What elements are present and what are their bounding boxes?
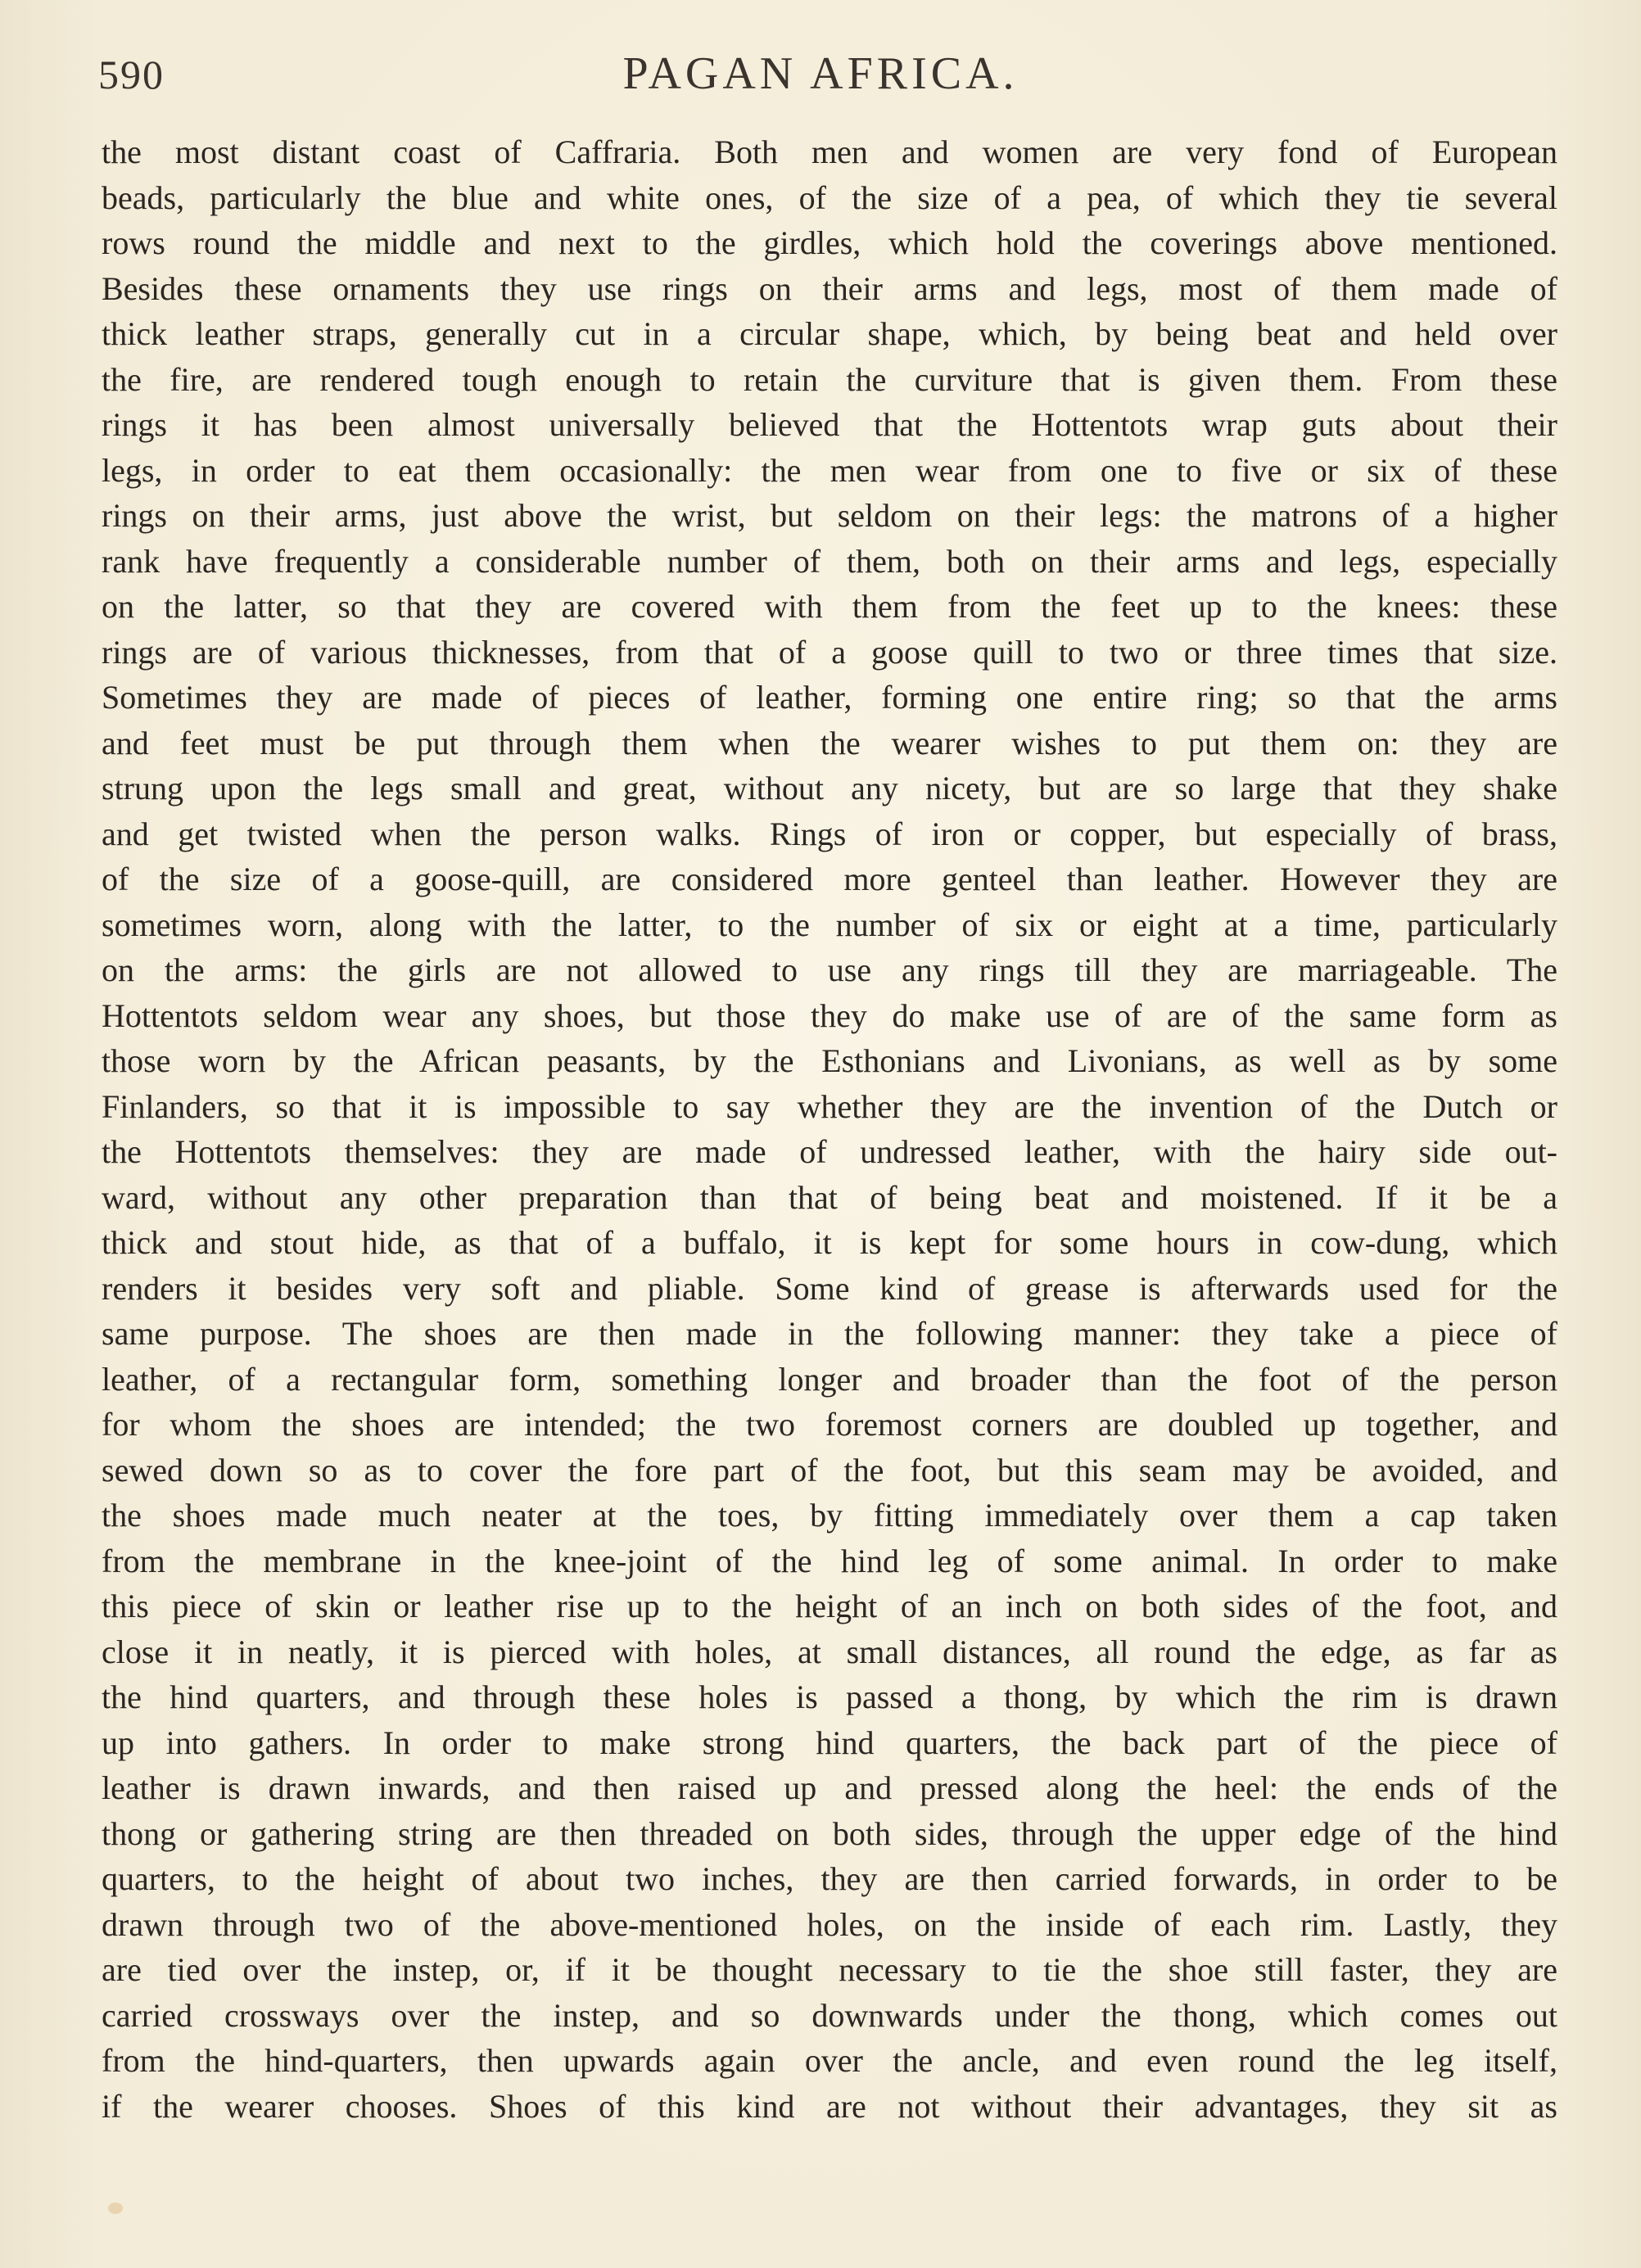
text-line: the shoes made much neater at the toes, by fitting immediately over them a cap taken [102,1497,1557,1534]
text-line: on the arms: the girls are not allowed to use any rings till they are marriageable. The [102,951,1557,988]
text-line: same purpose. The shoes are then made in the following manner: they take a piece of [102,1315,1557,1352]
text-line: carried crossways over the instep, and so downwards under the thong, which comes out [102,1996,1557,2034]
text-line: the fire, are rendered tough enough to retain the curviture that is given them. From these [102,360,1557,398]
text-line: rings are of various thicknesses, from that of a goose quill to two or three times that size. [102,633,1557,671]
text-line: rings it has been almost universally believed that the Hottentots wrap guts about their [102,406,1557,443]
text-line: sewed down so as to cover the fore part of the foot, but this seam may be avoided, and [102,1451,1557,1489]
running-title: PAGAN AFRICA. [622,48,1019,99]
text-line: renders it besides very soft and pliable. Some kind of grease is afterwards used for the [102,1269,1557,1307]
text-line: Sometimes they are made of pieces of leather, forming one entire ring; so that the arms [102,679,1557,716]
text-line: the most distant coast of Caffraria. Both men and women are very fond of European [102,133,1557,170]
page-number: 590 [98,52,165,97]
text-line: legs, in order to eat them occasionally: the men wear from one to five or six of these [102,451,1557,489]
text-line: drawn through two of the above-mentioned holes, on the inside of each rim. Lastly, they [102,1905,1557,1943]
text-line: strung upon the legs small and great, without any nicety, but are so large that they shake [102,770,1557,806]
text-line: thick and stout hide, as that of a buffalo, it is kept for some hours in cow-dung, which [102,1224,1557,1261]
text-line: from the hind-quarters, then upwards again over the ancle, and even round the leg itself, [102,2042,1557,2079]
text-line: Finlanders, so that it is impossible to say whether they are the invention of the Dutch or [102,1087,1557,1125]
text-line: sometimes worn, along with the latter, to the number of six or eight at a time, particularly [102,906,1557,943]
text-line: the Hottentots themselves: they are made of undressed leather, with the hairy side out- [102,1133,1557,1170]
text-line: and feet must be put through them when the wearer wishes to put them on: they are [102,724,1557,761]
text-line: rings on their arms, just above the wrist, but seldom on their legs: the matrons of a higher [102,497,1557,534]
text-line: thong or gathering string are then threaded on both sides, through the upper edge of the hind [102,1814,1557,1852]
text-line: up into gathers. In order to make strong hind quarters, the back part of the piece of [102,1724,1557,1761]
text-line: leather is drawn inwards, and then raised up and pressed along the heel: the ends of the [102,1769,1557,1806]
text-line: for whom the shoes are intended; the two foremost corners are doubled up together, and [102,1406,1557,1443]
text-line: rows round the middle and next to the girdles, which hold the coverings above mentioned. [102,224,1557,261]
text-line: from the membrane in the knee-joint of the hind leg of some animal. In order to make [102,1542,1557,1579]
text-line: close it in neatly, it is pierced with holes, at small distances, all round the edge, as far as [102,1633,1557,1670]
text-line: rank have frequently a considerable number of them, both on their arms and legs, especially [102,542,1557,580]
text-line: leather, of a rectangular form, something longer and broader than the foot of the person [102,1360,1557,1398]
text-line: those worn by the African peasants, by the Esthonians and Livonians, as well as by some [102,1042,1557,1079]
text-line: ward, without any other preparation than that of being beat and moistened. If it be a [102,1178,1557,1216]
foxing-stain [108,2202,123,2214]
text-line: Besides these ornaments they use rings on their arms and legs, most of them made of [102,269,1557,307]
body-text [102,129,1557,2129]
text-line: this piece of skin or leather rise up to the height of an inch on both sides of the foot, and [102,1588,1557,1624]
text-line: are tied over the instep, or, if it be thought necessary to tie the shoe still faster, they are [102,1951,1557,1988]
text-line: quarters, to the height of about two inches, they are then carried forwards, in order to be [102,1860,1557,1897]
text-line: and get twisted when the person walks. Rings of iron or copper, but especially of brass, [102,815,1557,852]
text-line: Hottentots seldom wear any shoes, but those they do make use of are of the same form as [102,996,1557,1034]
text-line: if the wearer chooses. Shoes of this kind are not without their advantages, they sit as [102,2087,1557,2125]
text-line: the hind quarters, and through these holes is passed a thong, by which the rim is drawn [102,1678,1557,1715]
text-line: thick leather straps, generally cut in a circular shape, which, by being beat and held over [102,315,1557,352]
text-line: beads, particularly the blue and white ones, of the size of a pea, of which they tie several [102,178,1557,216]
text-line: on the latter, so that they are covered with them from the feet up to the knees: these [102,588,1557,625]
text-line: of the size of a goose-quill, are considered more genteel than leather. However they are [102,861,1557,897]
